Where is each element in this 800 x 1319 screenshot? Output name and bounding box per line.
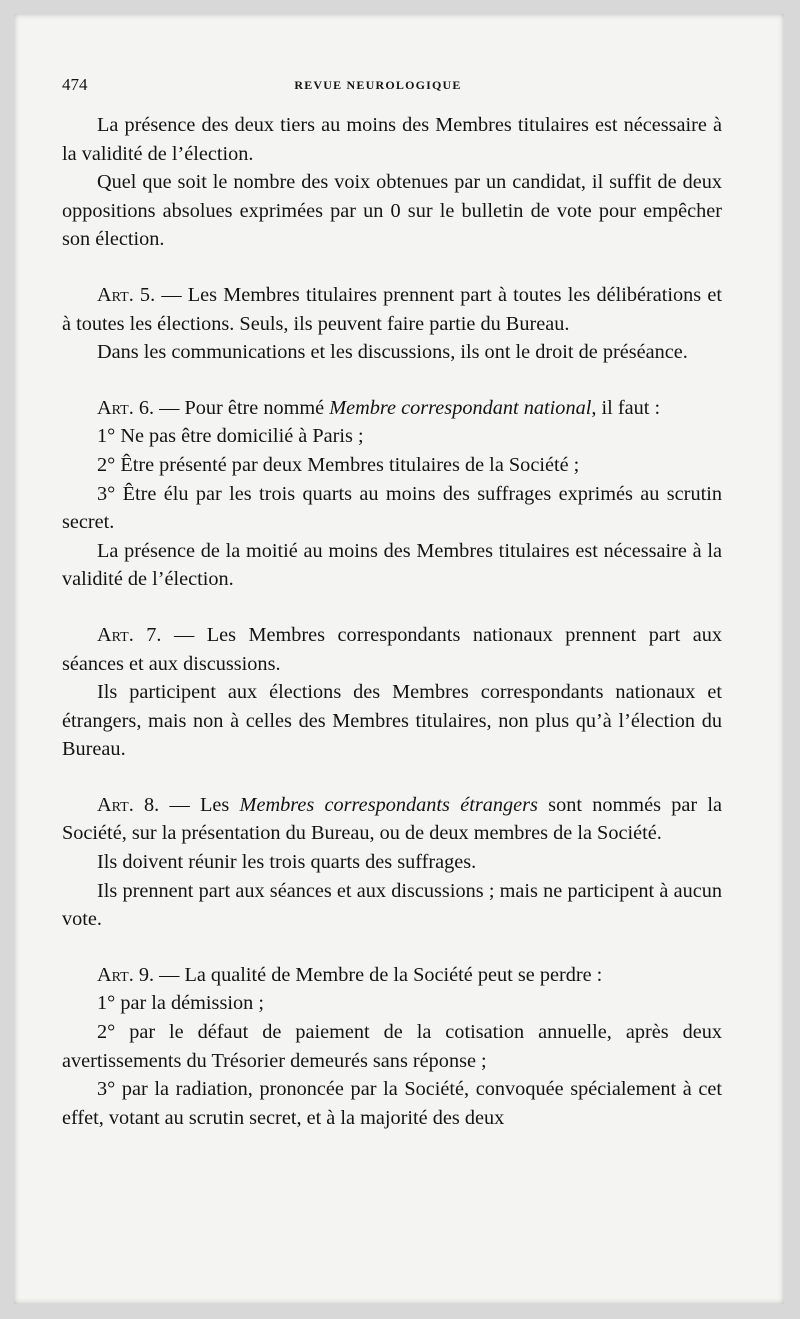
running-title: REVUE NEUROLOGIQUE [294,78,462,92]
article-text: — Les Membres titulaires prennent part à toutes les délibérations et à toutes les élections. Seuls, ils peuvent faire partie du Bureau. [62,283,722,335]
document-page [14,14,784,1304]
article-lead [62,791,722,848]
paragraph: La présence des deux tiers au moins des Membres titulaires est nécessaire à la validité de l’élection. [62,114,722,165]
article-label: Art. 5. [97,283,156,306]
paragraph: La présence de la moitié au moins des Membres titulaires est nécessaire à la validité de l’élection. [62,539,722,591]
list-item: 3° Être élu par les trois quarts au moins des suffrages exprimés au scrutin secret. [62,482,722,534]
article-6 [62,394,722,594]
article-text: — Pour être nommé [154,396,330,419]
article-text: — La qualité de Membre de la Société peut se perdre : [154,963,603,986]
article-lead [62,961,722,990]
list-item: 2° par le défaut de paiement de la cotisation annuelle, après deux avertissements du Trésorier demeurés sans réponse ; [62,1021,722,1072]
article-text: , il faut : [591,396,661,419]
page-header [62,75,694,101]
paragraph: Ils doivent réunir les trois quarts des suffrages. [97,851,477,874]
article-text: — Les [159,793,240,816]
article-text: sont nommés par la Société, sur la présentation du Bureau, ou de deux membres de la Société. [62,793,722,845]
list-item: 1° Ne pas être domicilié à Paris ; [97,425,364,448]
list-item: 2° Être présenté par deux Membres titulaires de la Société ; [97,453,580,476]
article-emphasis: Membres correspondants étrangers [239,793,538,816]
article-5 [62,281,722,367]
article-label: Art. 8. [97,793,160,816]
paragraph: Quel que soit le nombre des voix obtenues par un candidat, il suffit de deux oppositions absolues exprimées par un 0 sur le bulletin de vote pour empêcher son élection. [62,171,722,251]
article-7 [62,621,722,764]
article-text: — Les Membres correspondants nationaux prennent part aux séances et aux discussions. [62,623,723,675]
article-lead [62,281,722,338]
article-label: Art. 7. [97,623,162,646]
list-item: 3° par la radiation, prononcée par la Société, convoquée spécialement à cet effet, votant au scrutin secret, et à la majorité des deux [62,1078,722,1129]
paragraph: Ils prennent part aux séances et aux discussions ; mais ne participent à aucun vote. [62,879,722,931]
article-emphasis: Membre correspondant national [329,396,592,419]
article-label: Art. 6. [97,396,155,419]
article-lead [62,621,722,678]
list-item: 1° par la démission ; [97,992,264,1015]
article-lead [62,394,722,423]
article-8 [62,791,722,934]
intro-section [62,111,722,254]
article-9 [62,961,722,1133]
paragraph: Ils participent aux élections des Membres correspondants nationaux et étrangers, mais non à celles des Membres titulaires, non plus qu’à l’élection du Bureau. [62,681,722,761]
page-number: 474 [62,75,88,94]
paragraph: Dans les communications et les discussions, ils ont le droit de préséance. [97,341,688,364]
body-text [62,111,722,1132]
article-label: Art. 9. [97,963,155,986]
